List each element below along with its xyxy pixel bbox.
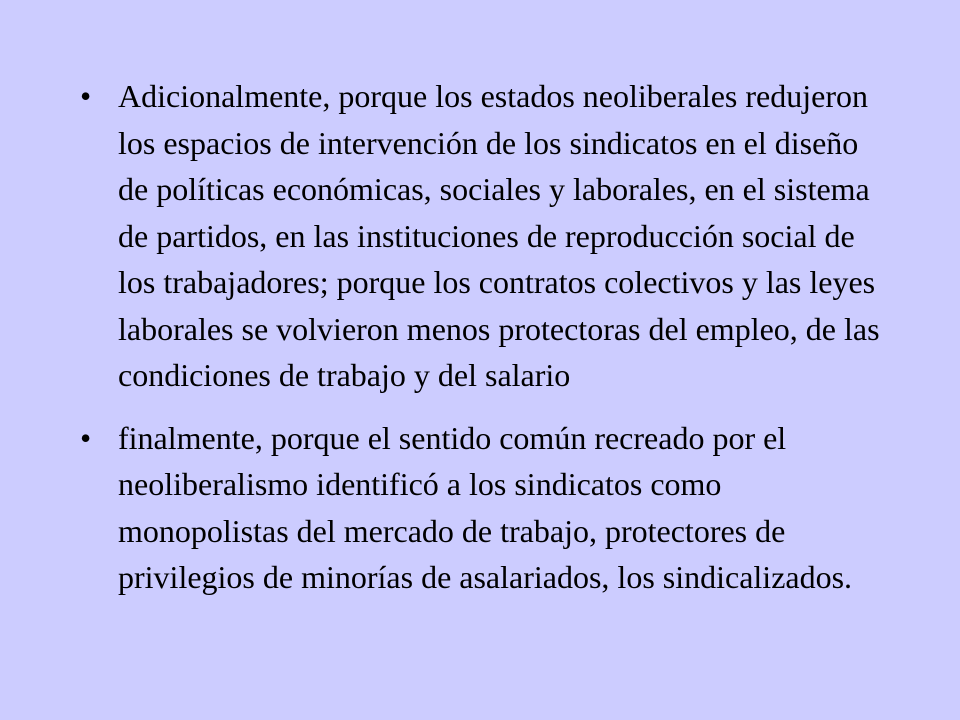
- bullet-text: Adicionalmente, porque los estados neoliberales redujeron los espacios de intervención de los sindicatos en el diseño de políticas económicas, sociales y laborales, en el sistema de partidos, en las instituciones de reproducción social de los trabajadores; porque los contratos colectivos y las leyes laborales se volvieron menos protectoras del empleo, de las condiciones de trabajo y del salario: [118, 78, 880, 393]
- bullet-item: [80, 73, 880, 399]
- bullet-text: finalmente, porque el sentido común recreado por el neoliberalismo identificó a los sindicatos como monopolistas del mercado de trabajo, protectores de privilegios de minorías de asalariados, los sindicalizados.: [118, 419, 853, 595]
- bullet-marker: •: [80, 419, 92, 456]
- bullet-item: [80, 415, 880, 601]
- bullet-marker: •: [80, 78, 92, 114]
- bullet-list: [80, 73, 880, 601]
